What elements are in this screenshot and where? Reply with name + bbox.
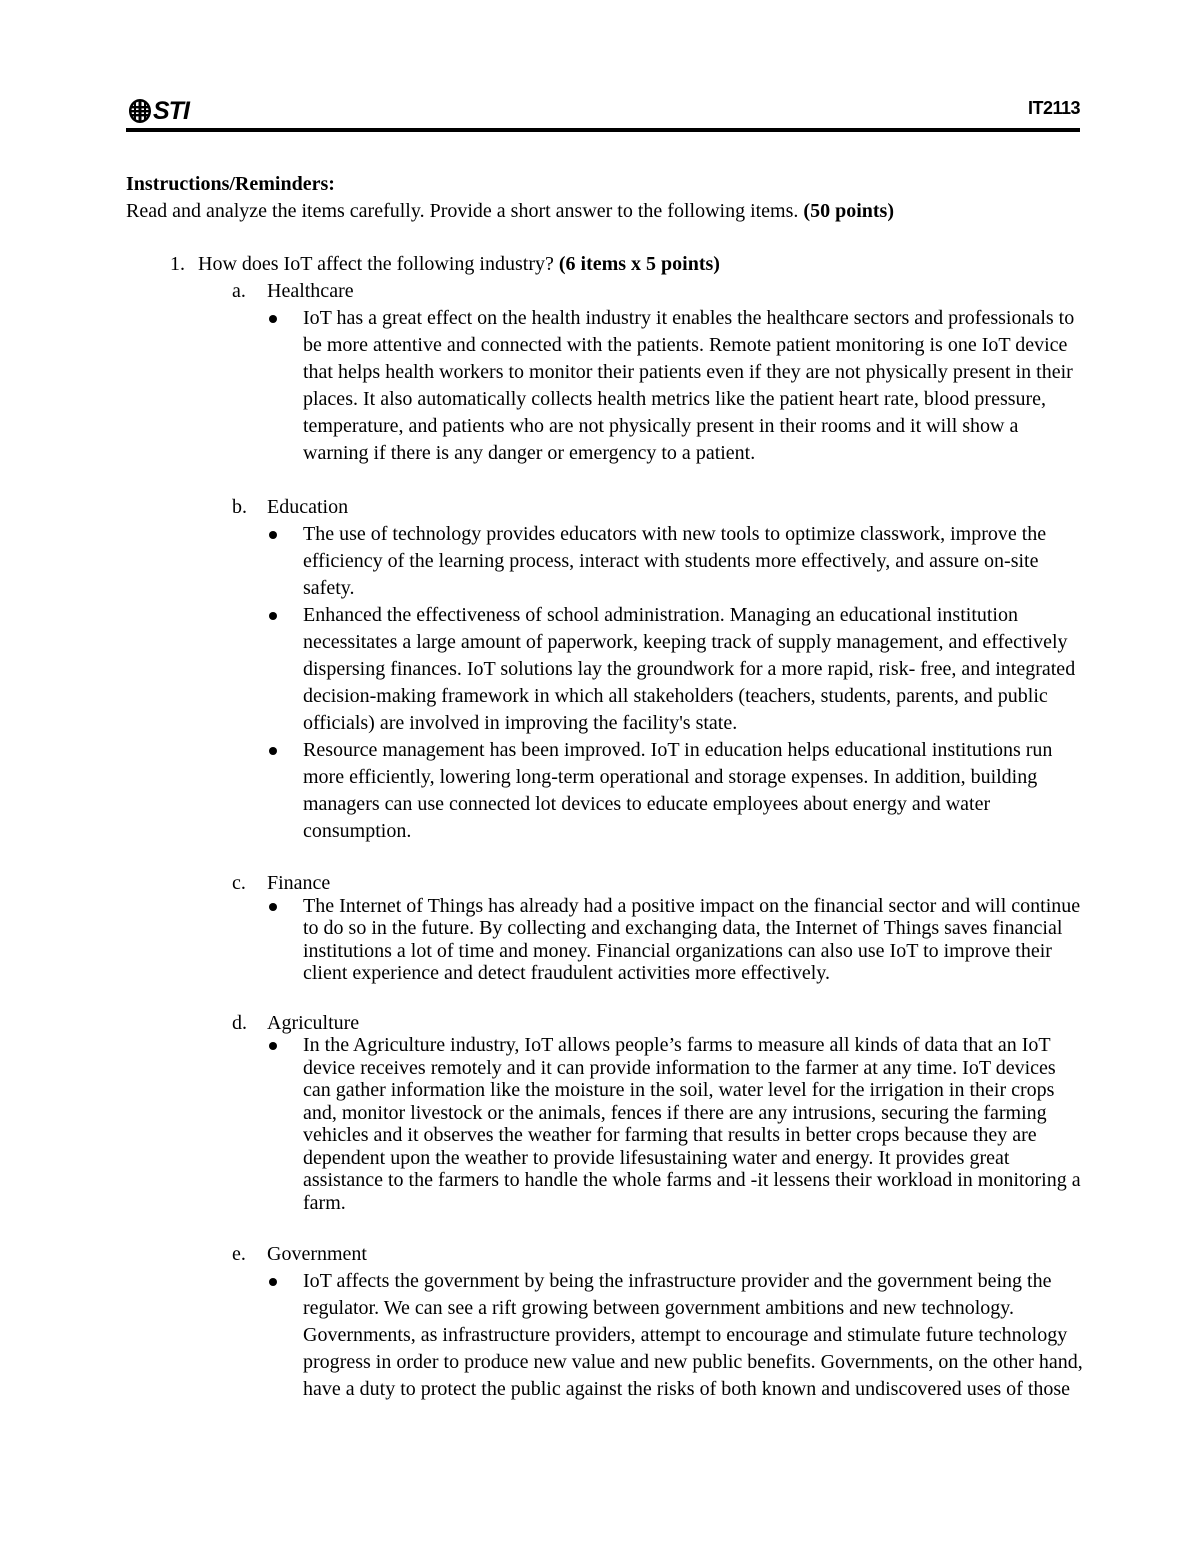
bullet-item: Resource management has been improved. IoT in education helps educational institutions run more efficiently, lowering long-term operational and storage expenses. In addition, building managers can use connected lot devices to educate employees about energy and water consumption. — [267, 737, 1084, 845]
logo-text: STI — [153, 97, 189, 125]
subitem-healthcare — [232, 278, 1084, 467]
bullet-item: IoT has a great effect on the health industry it enables the healthcare sectors and professionals to be more attentive and connected with the patients. Remote patient monitoring is one IoT device that helps health workers to monitor their patients even if they are not physically present in their places. It also automatically collects health metrics like the patient heart rate, blood pressure, temperature, and patients who are not physically present in their rooms and it will show a warning if there is any danger or emergency to a patient. — [267, 305, 1084, 467]
bullet-icon — [269, 1042, 277, 1050]
subitem-letter: e. — [232, 1243, 246, 1265]
subitem-title: Healthcare — [267, 280, 354, 302]
question-text: How does IoT affect the following industry? — [198, 253, 554, 275]
question-1 — [126, 251, 1084, 278]
bullet-item: Enhanced the effectiveness of school administration. Managing an educational institution necessitates a large amount of paperwork, keeping track of supply management, and effectively dispersing finances. IoT solutions lay the groundwork for a more rapid, risk- free, and integrated decision-making framework in which all stakeholders (teachers, students, parents, and public officials) are involved in improving the facility's state. — [267, 602, 1084, 737]
subitem-title: Education — [267, 496, 349, 518]
bullet-icon — [269, 903, 277, 911]
subitem-title: Government — [267, 1243, 367, 1265]
sti-logo — [128, 96, 189, 126]
subitem-letter: a. — [232, 280, 246, 302]
subitem-letter: d. — [232, 1011, 247, 1034]
instructions-body: Read and analyze the items carefully. Provide a short answer to the following items. — [126, 200, 799, 222]
course-code: IT2113 — [1027, 98, 1080, 118]
bullet-icon — [269, 531, 277, 539]
subitem-letter: c. — [232, 872, 246, 894]
document-body — [126, 171, 1084, 1403]
instructions-points: (50 points) — [803, 200, 894, 222]
bullet-item: The use of technology provides educators with new tools to optimize classwork, improve the efficiency of the learning process, interact with students more effectively, and assure on-site safety. — [267, 521, 1084, 602]
bullet-icon — [269, 315, 277, 323]
subitem-finance — [232, 872, 1084, 985]
question-number: 1. — [170, 253, 185, 275]
header-divider — [126, 128, 1080, 132]
subitem-agriculture — [232, 1012, 1084, 1215]
subitem-education — [232, 494, 1084, 845]
sti-globe-icon — [128, 98, 152, 124]
bullet-icon — [269, 612, 277, 620]
bullet-item: In the Agriculture industry, IoT allows people’s farms to measure all kinds of data that an IoT device receives remotely and it can provide information to the farmer at any time. IoT devices can gather information like the moisture in the soil, water level for the irrigation in their crops and, monitor livestock or the animals, fences if there are any intrusions, securing the farming vehicles and it observes the weather for farming that results in better crops because they are dependent upon the weather to provide lifesustaining water and energy. It provides great assistance to the farmers to handle the whole farms and -it lessens their workload in monitoring a farm. — [267, 1034, 1084, 1214]
subitem-letter: b. — [232, 496, 247, 518]
subitem-title: Finance — [267, 872, 331, 894]
bullet-item: IoT affects the government by being the infrastructure provider and the government being the regulator. We can see a rift growing between government ambitions and new technology. Governments, as infrastructure providers, attempt to encourage and stimulate future technology progress in order to produce new value and new public benefits. Governments, on the other hand, have a duty to protect the public against the risks of both known and undiscovered uses of those — [267, 1268, 1084, 1403]
bullet-item: The Internet of Things has already had a positive impact on the financial sector and will continue to do so in the future. By collecting and exchanging data, the Internet of Things saves financial institutions a lot of time and money. Financial organizations can also use IoT to improve their client experience and detect fraudulent activities more effectively. — [267, 895, 1084, 985]
instructions-text — [126, 198, 1084, 225]
bullet-icon — [269, 747, 277, 755]
question-points: (6 items x 5 points) — [558, 253, 720, 275]
subitem-title: Agriculture — [267, 1011, 360, 1034]
subitem-government — [232, 1241, 1084, 1403]
instructions-title: Instructions/Reminders: — [126, 173, 335, 195]
bullet-icon — [269, 1278, 277, 1286]
